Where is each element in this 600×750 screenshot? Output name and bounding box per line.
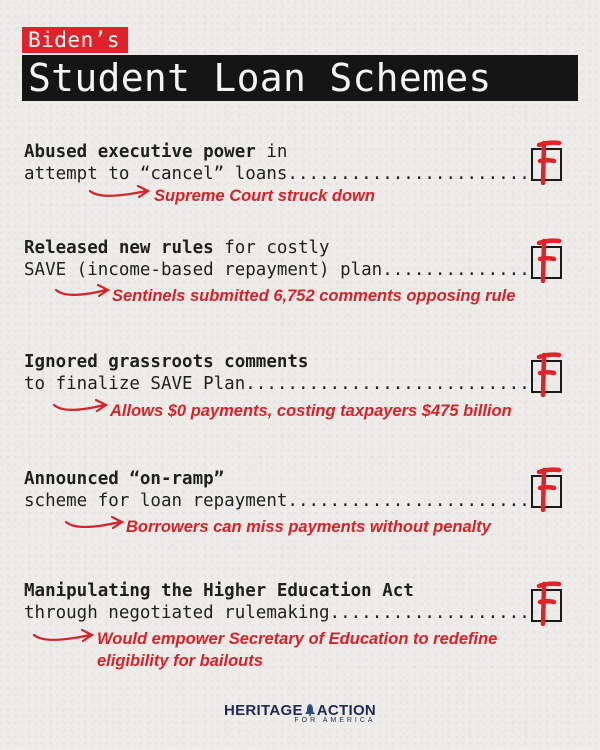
item-heading: Abused executive power — [24, 142, 256, 162]
dot-leader — [287, 163, 532, 185]
list-item — [24, 237, 580, 281]
grade-f-icon — [530, 580, 566, 626]
item-heading-rest: for costly — [213, 238, 330, 258]
header-tag: Biden’s — [22, 27, 128, 53]
list-item — [24, 351, 580, 395]
grade-f-icon — [530, 139, 566, 185]
grade-f-icon — [530, 466, 566, 512]
dot-leader — [287, 490, 532, 512]
arrow-icon — [32, 627, 96, 647]
annotation-note: Allows $0 payments, costing taxpayers $475 billion — [110, 402, 512, 420]
logo-subtitle: FOR AMERICA — [294, 717, 376, 724]
grade-f-icon — [530, 351, 566, 397]
heritage-action-logo — [0, 702, 600, 724]
annotation-note: Supreme Court struck down — [154, 187, 375, 205]
list-item — [24, 580, 580, 624]
dot-leader — [330, 602, 532, 624]
arrow-icon — [54, 282, 112, 302]
list-item — [24, 141, 580, 185]
arrow-icon — [88, 183, 152, 203]
arrow-icon — [64, 514, 126, 534]
liberty-bell-icon — [305, 704, 315, 716]
item-text: scheme for loan repayment — [24, 491, 288, 511]
logo-text-left: HERITAGE — [223, 702, 303, 719]
item-heading: Announced “on-ramp” — [24, 469, 225, 489]
dot-leader — [245, 373, 532, 395]
annotation-note: Would empower Secretary of Education to redefine eligibility for bailouts — [97, 630, 498, 670]
item-text: through negotiated rulemaking — [24, 603, 330, 623]
item-heading-rest: in — [255, 142, 288, 162]
annotation-note: Borrowers can miss payments without penalty — [126, 518, 491, 536]
grade-f-icon — [530, 237, 566, 283]
annotation-note: Sentinels submitted 6,752 comments opposing rule — [112, 287, 516, 305]
arrow-icon — [52, 397, 110, 417]
item-heading: Ignored grassroots comments — [24, 352, 309, 372]
item-text: attempt to “cancel” loans — [24, 164, 288, 184]
item-text: SAVE (income-based repayment) plan — [24, 260, 383, 280]
item-heading: Manipulating the Higher Education Act — [24, 581, 414, 601]
page-title: Student Loan Schemes — [22, 55, 578, 101]
logo-text-right: ACTION — [316, 702, 377, 719]
list-item — [24, 468, 580, 512]
dot-leader — [382, 259, 532, 281]
item-text: to finalize SAVE Plan — [24, 374, 246, 394]
item-heading: Released new rules — [24, 238, 214, 258]
